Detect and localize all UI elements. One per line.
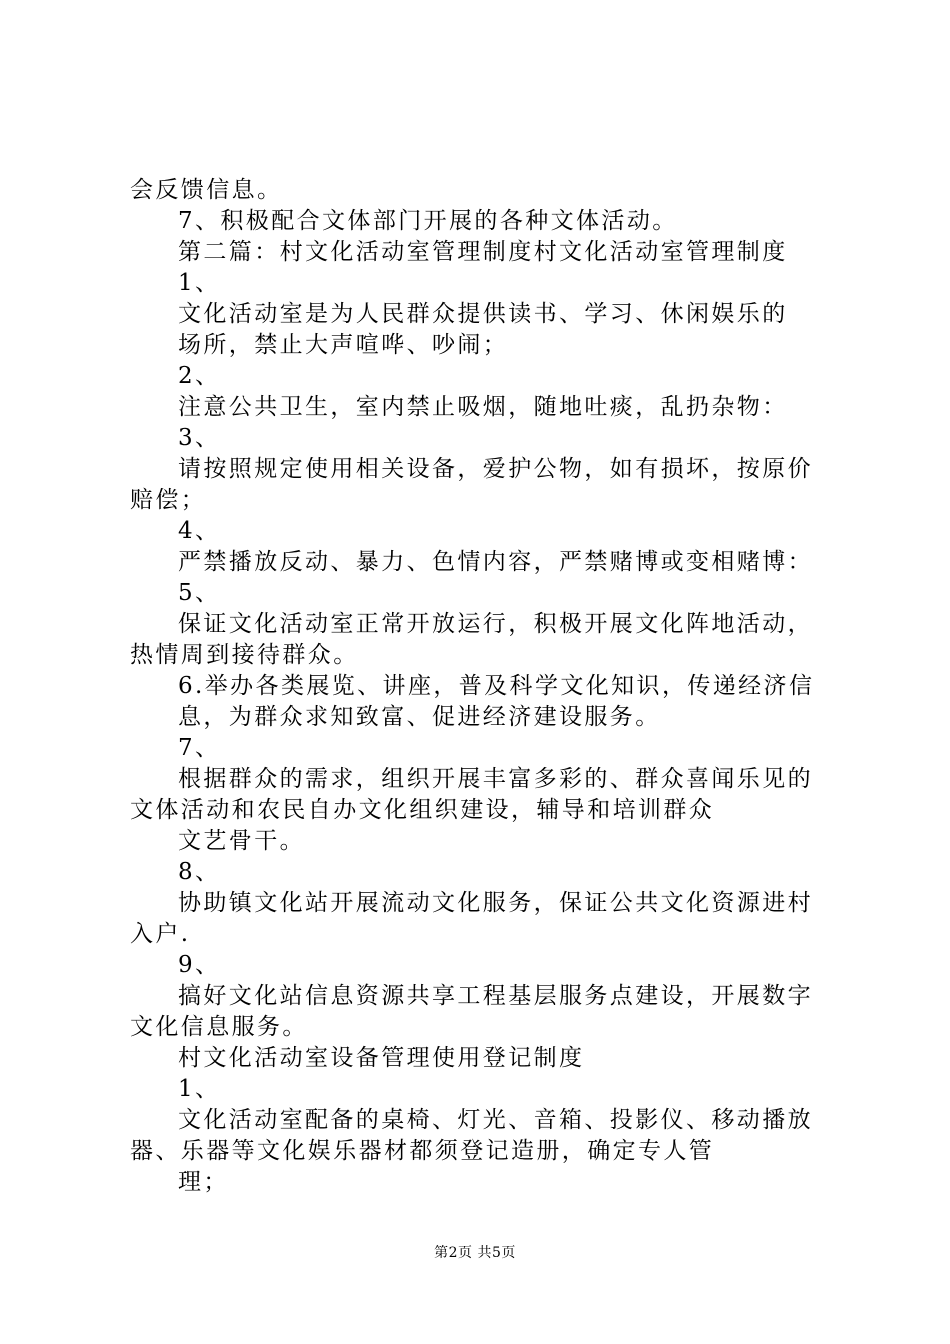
text-line: 1、 bbox=[178, 270, 221, 296]
text-line: 文体活动和农民自办文化组织建设，辅导和培训群众 bbox=[130, 797, 715, 823]
text-line: 4、 bbox=[178, 518, 221, 544]
text-line: 保证文化活动室正常开放运行，积极开展文化阵地活动， bbox=[178, 611, 813, 637]
text-line: 严禁播放反动、暴力、色情内容，严禁赌博或变相赌博： bbox=[178, 549, 813, 575]
text-line: 会反馈信息。 bbox=[130, 177, 283, 203]
text-line: 入户. bbox=[130, 921, 191, 947]
text-line: 息，为群众求知致富、促进经济建设服务。 bbox=[178, 704, 661, 730]
text-line: 理； bbox=[178, 1169, 229, 1195]
text-line: 5、 bbox=[178, 580, 221, 606]
text-line: 文化信息服务。 bbox=[130, 1014, 308, 1040]
text-line: 7、 bbox=[178, 735, 221, 761]
text-line: 7、积极配合文体部门开展的各种文体活动。 bbox=[178, 208, 678, 234]
text-line: 9、 bbox=[178, 952, 221, 978]
text-line: 注意公共卫生，室内禁止吸烟，随地吐痰，乱扔杂物： bbox=[178, 394, 788, 420]
text-line: 村文化活动室设备管理使用登记制度 bbox=[178, 1045, 585, 1071]
text-line: 文化活动室配备的桌椅、灯光、音箱、投影仪、移动播放 bbox=[178, 1107, 813, 1133]
page-footer: 第2页 共5页 bbox=[434, 1245, 516, 1261]
text-line: 8、 bbox=[178, 859, 221, 885]
text-line: 器、乐器等文化娱乐器材都须登记造册，确定专人管 bbox=[130, 1138, 715, 1164]
text-line: 2、 bbox=[178, 363, 221, 389]
text-line: 第二篇：村文化活动室管理制度村文化活动室管理制度 bbox=[178, 239, 788, 265]
text-line: 文艺骨干。 bbox=[178, 828, 305, 854]
text-line: 热情周到接待群众。 bbox=[130, 642, 359, 668]
text-line: 3、 bbox=[178, 425, 221, 451]
text-line: 协助镇文化站开展流动文化服务，保证公共文化资源进村 bbox=[178, 890, 813, 916]
text-line: 文化活动室是为人民群众提供读书、学习、休闲娱乐的 bbox=[178, 301, 788, 327]
text-line: 搞好文化站信息资源共享工程基层服务点建设，开展数字 bbox=[178, 983, 813, 1009]
text-line: 赔偿； bbox=[130, 487, 207, 513]
text-line: 6.举办各类展览、讲座，普及科学文化知识，传递经济信 bbox=[178, 673, 815, 699]
text-line: 根据群众的需求，组织开展丰富多彩的、群众喜闻乐见的 bbox=[178, 766, 813, 792]
text-line: 场所，禁止大声喧哗、吵闹； bbox=[178, 332, 509, 358]
text-line: 请按照规定使用相关设备，爱护公物，如有损坏，按原价 bbox=[178, 456, 813, 482]
text-line: 1、 bbox=[178, 1076, 221, 1102]
